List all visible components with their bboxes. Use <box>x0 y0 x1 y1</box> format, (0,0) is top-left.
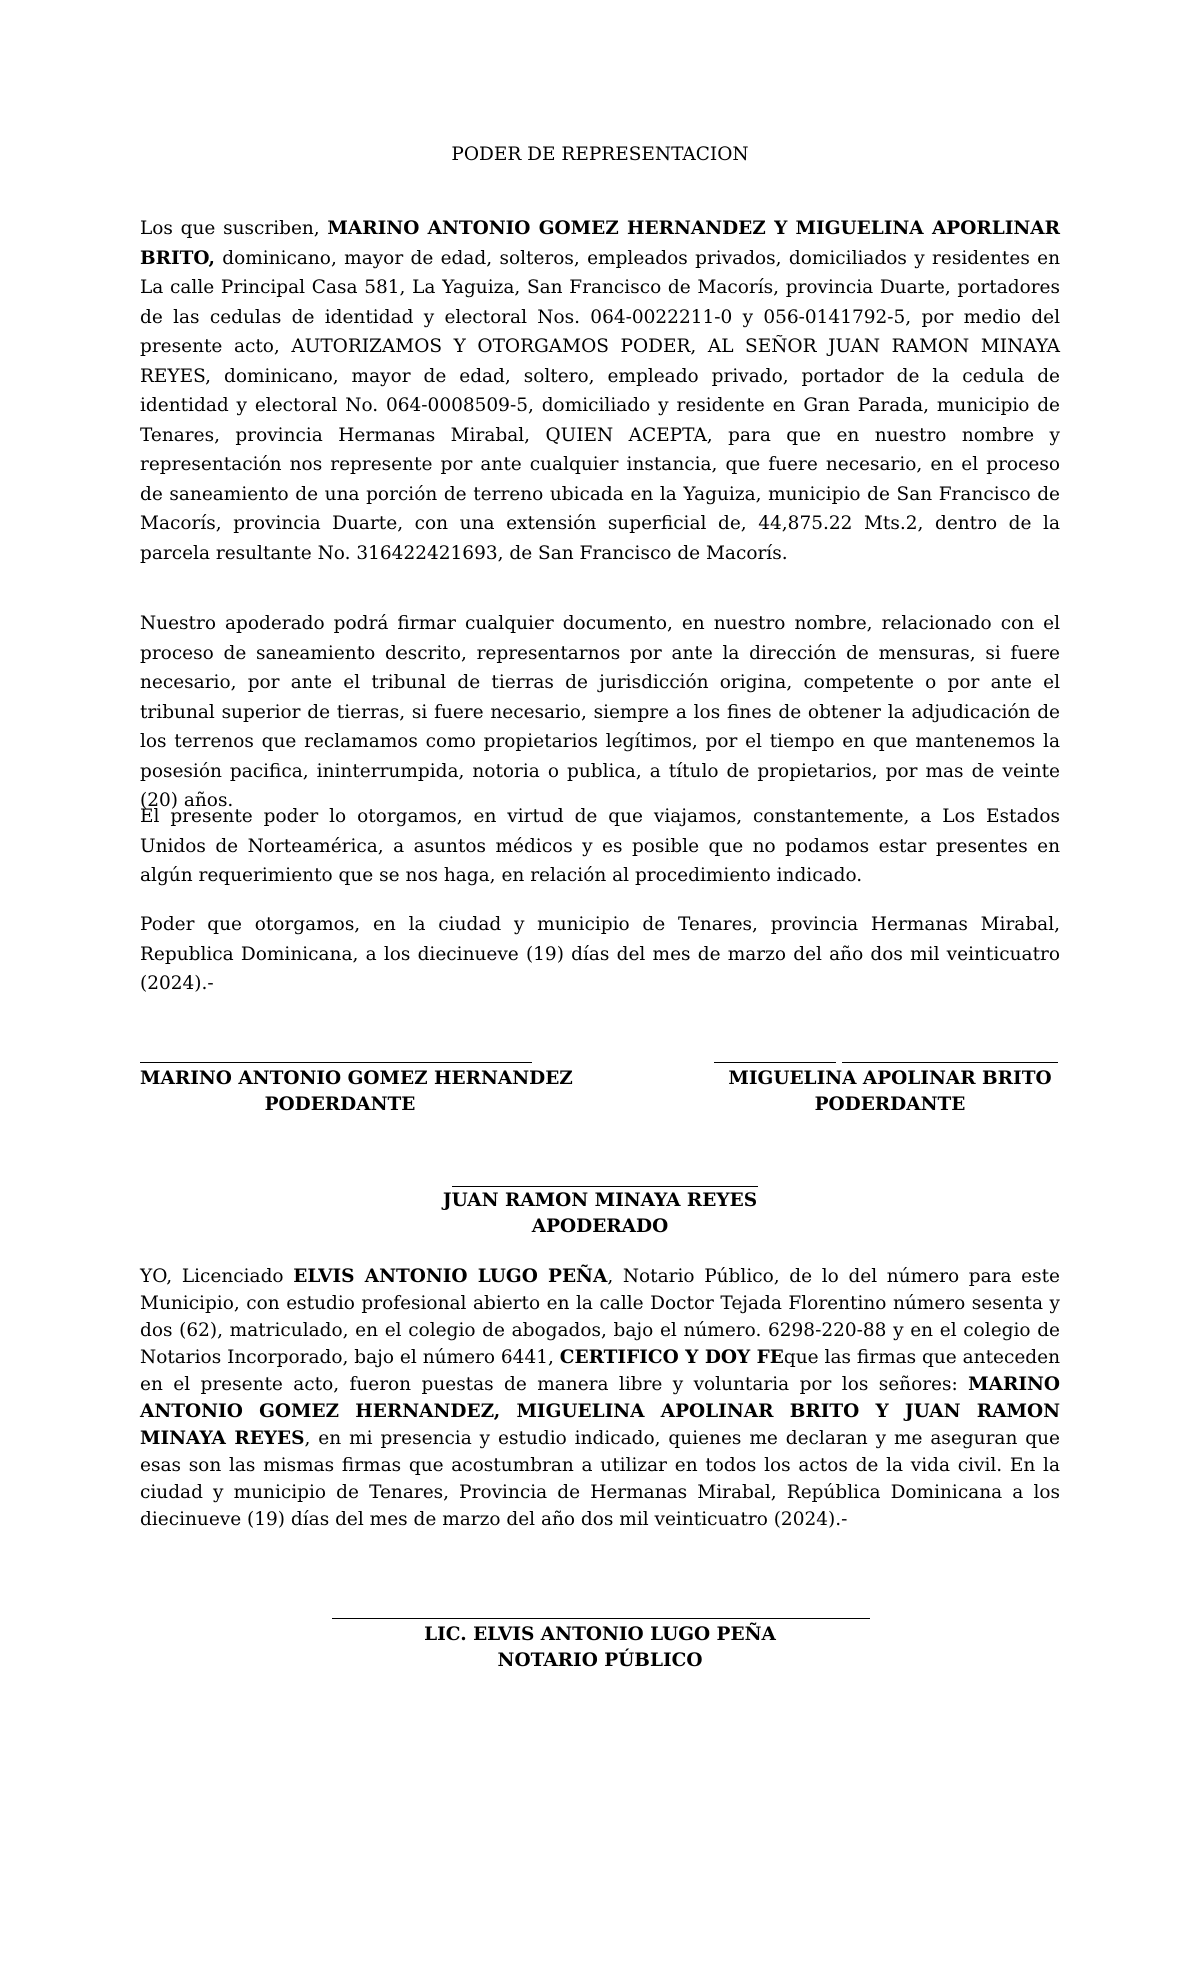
signature-line-grantor-1 <box>140 1062 532 1063</box>
signature-line-notary <box>332 1618 870 1619</box>
signature-line-grantor-2b <box>842 1062 1058 1063</box>
paragraph-attorney-powers: Nuestro apoderado podrá firmar cualquier documento, en nuestro nombre, relacionado con el proceso de saneamiento descrito, representarnos por ante la dirección de mensuras, si fuere necesario, por ante el tribunal de tierras de jurisdicción origina, competente o por ante el tribunal superior de tierras, si fuere necesario, siempre a los fines de obtener la adjudicación de los terrenos que reclamamos como propietarios legítimos, por el tiempo en que mantenemos la posesión pacifica, ininterrumpida, notoria o publica, a título de propietarios, por mas de veinte (20) años. <box>140 613 1060 811</box>
notary-p2: , Notario Público, de lo del número para este Municipio, con estudio profesional abierto en la calle Doctor Tejada Florentino número sesenta y dos (62), matriculado, en el colegio de abogados, bajo el número. 6298-220-88 y en el colegio de Notarios Incorporado, bajo el número 6441, <box>140 1266 1060 1368</box>
paragraph-place-date: Poder que otorgamos, en la ciudad y municipio de Tenares, provincia Hermanas Mirabal, Republica Dominicana, a los diecinueve (19) días del mes de marzo del año dos mil veinticuatro (2024).- <box>140 914 1060 994</box>
para1-intro: Los que suscriben, <box>140 218 328 239</box>
notary-role: NOTARIO PÚBLICO <box>497 1650 703 1671</box>
grantor-1-role: PODERDANTE <box>264 1094 416 1115</box>
notary-name-inline: ELVIS ANTONIO LUGO PEÑA <box>293 1266 608 1287</box>
notary-p4: , en mi presencia y estudio indicado, quienes me declaran y me aseguran que esas son las mismas firmas que acostumbran a utilizar en todos los actos de la vida civil. En la ciudad y municipio de Tenares, Provincia de Hermanas Mirabal, República Dominicana a los diecinueve (19) días del mes de marzo del año dos mil veinticuatro (2024).- <box>140 1428 1061 1530</box>
signers-names: MARINO ANTONIO GOMEZ HERNANDEZ, MIGUELINA APOLINAR BRITO Y JUAN RAMON MINAYA REYES <box>140 1374 1060 1449</box>
certification-phrase: CERTIFICO Y DOY FE <box>559 1347 784 1368</box>
attorney-role: APODERADO <box>531 1216 669 1237</box>
grantor-2-role: PODERDANTE <box>814 1094 966 1115</box>
notary-p1: YO, Licenciado <box>140 1266 294 1287</box>
grantor-2-name: MIGUELINA APOLINAR BRITO <box>728 1068 1052 1089</box>
grantor-1-name: MARINO ANTONIO GOMEZ HERNANDEZ <box>140 1068 573 1089</box>
document-page <box>140 0 1060 1976</box>
document-title: PODER DE REPRESENTACION <box>451 144 749 165</box>
attorney-name: JUAN RAMON MINAYA REYES <box>442 1190 758 1211</box>
paragraph-reason: El presente poder lo otorgamos, en virtud de que viajamos, constantemente, a Los Estados Unidos de Norteamérica, a asuntos médicos y es posible que no podamos estar presentes en algún requerimiento que se nos haga, en relación al procedimiento indicado. <box>140 806 1060 886</box>
notary-p3: que las firmas que anteceden en el presente acto, fueron puestas de manera libre y voluntaria por los señores: <box>140 1347 1060 1395</box>
signature-line-attorney <box>452 1186 758 1187</box>
grantor-names: MARINO ANTONIO GOMEZ HERNANDEZ Y MIGUELINA APORLINAR BRITO, <box>140 218 1060 269</box>
paragraph-grant-of-power <box>140 214 1060 568</box>
para1-body: dominicano, mayor de edad, solteros, empleados privados, domiciliados y residentes en La calle Principal Casa 581, La Yaguiza, San Francisco de Macorís, provincia Duarte, portadores de las cedulas de identidad y electoral Nos. 064-0022211-0 y 056-0141792-5, por medio del presente acto, AUTORIZAMOS Y OTORGAMOS PODER, AL SEÑOR JUAN RAMON MINAYA REYES, dominicano, mayor de edad, soltero, empleado privado, portador de la cedula de identidad y electoral No. 064-0008509-5, domiciliado y residente en Gran Parada, municipio de Tenares, provincia Hermanas Mirabal, QUIEN ACEPTA, para que en nuestro nombre y representación nos represente por ante cualquier instancia, que fuere necesario, en el proceso de saneamiento de una porción de terreno ubicada en la Yaguiza, municipio de San Francisco de Macorís, provincia Duarte, con una extensión superficial de, 44,875.22 Mts.2, dentro de la parcela resultante No. 316422421693, de San Francisco de Macorís. <box>140 247 1060 564</box>
notary-name: LIC. ELVIS ANTONIO LUGO PEÑA <box>424 1624 776 1645</box>
paragraph-notary-certification <box>140 1263 1060 1533</box>
signature-line-grantor-2a <box>714 1062 836 1063</box>
